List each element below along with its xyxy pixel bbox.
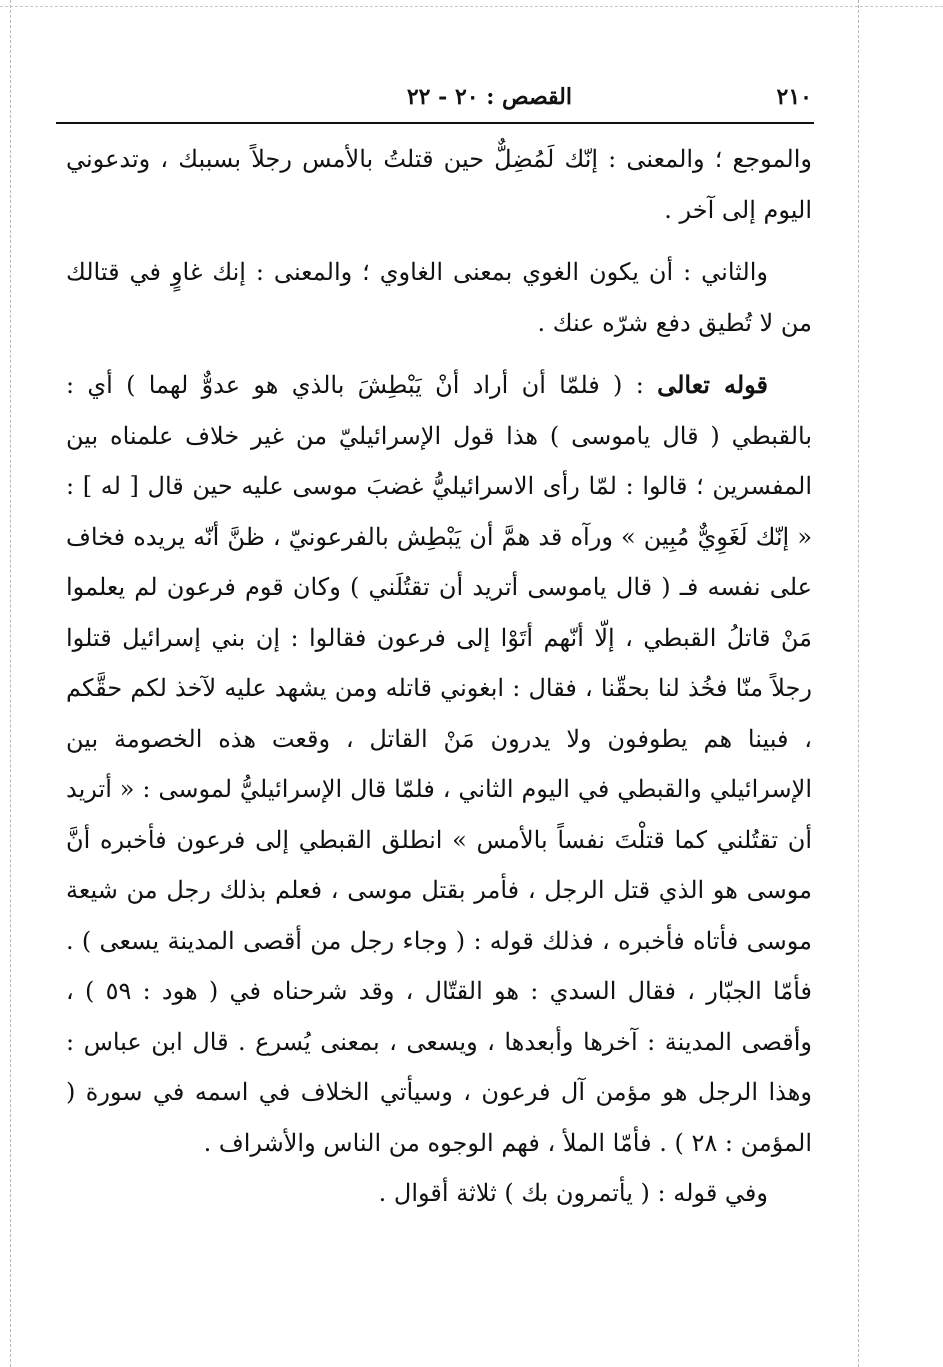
scan-edge-right <box>858 0 859 1367</box>
paragraph-4 <box>66 1168 812 1219</box>
paragraph-1-text: والموجع ؛ والمعنى : إنّك لَمُضِلٌّ حين قتلتُ بالأمس رجلاً بسببك ، وتدعوني اليوم إلى آخر . <box>66 145 812 224</box>
paragraph-2-text: والثاني : أن يكون الغوي بمعنى الغاوي ؛ والمعنى : إنك غاوٍ في قتالك من لا تُطيق دفع شرّه عنك . <box>66 258 812 337</box>
paragraph-3 <box>66 360 812 1168</box>
scan-edge-top <box>0 6 943 7</box>
paragraph-2 <box>66 247 812 348</box>
page-number: ٢١٠ <box>776 84 812 110</box>
paragraph-3-text: : ( فلمّا أن أراد أنْ يَبْطِشَ بالذي هو عدوٌّ لهما ) أي : بالقبطي ( قال ياموسى ) هذا قول الإسرائيليّ من غير خلاف علمناه بين المفسرين ؛ قالوا : لمّا رأى الاسرائيليُّ غضبَ موسى عليه حين قال [ له ] : « إنّك لَغَوِيٌّ مُبِين » ورآه قد همَّ أن يَبْطِش بالفرعونيّ ، ظنَّ أنّه يريده فخاف على نفسه فـ ( قال ياموسى أتريد أن تقتُلَني ) وكان قوم فرعون لم يعلموا مَنْ قاتلُ القبطي ، إلّا أنّهم أتَوْا إلى فرعون فقالوا : إن بني إسرائيل قتلوا رجلاً منّا فخُذ لنا بحقّنا ، فقال : ابغوني قاتله ومن يشهد عليه لآخذ لكم حقَّكم ، فبينا هم يطوفون ولا يدرون مَنْ القاتل ، وقعت هذه الخصومة بين الإسرائيلي والقبطي في اليوم الثاني ، فلمّا قال الإسرائيليُّ لموسى : « أتريد أن تقتُلني كما قتلْتَ نفساً بالأمس » انطلق القبطي إلى فرعون فأخبره أنَّ موسى هو الذي قتل الرجل ، فأمر بقتل موسى ، فعلم بذلك رجل من شيعة موسى فأتاه فأخبره ، فذلك قوله : ( وجاء رجل من أقصى المدينة يسعى ) . فأمّا الجبّار ، فقال السدي : هو القتّال ، وقد شرحناه في ( هود : ٥٩ ) ، وأقصى المدينة : آخرها وأبعدها ، ويسعى ، بمعنى يُسرع . قال ابن عباس : وهذا الرجل هو مؤمن آل فرعون ، وسيأتي الخلاف في اسمه في سورة ( المؤمن : ٢٨ ) . فأمّا الملأ ، فهم الوجوه من الناس والأشراف . <box>66 371 813 1157</box>
paragraph-4-text: وفي قوله : ( يأتمرون بك ) ثلاثة أقوال . <box>378 1179 768 1207</box>
page-header <box>60 84 812 120</box>
scan-edge-left <box>10 0 11 1367</box>
page-body <box>66 134 812 1219</box>
running-head: القصص : ٢٠ - ٢٢ <box>406 84 572 110</box>
paragraph-3-keyword: قوله تعالى <box>657 370 769 399</box>
paragraph-1 <box>66 134 812 235</box>
header-rule <box>56 122 814 124</box>
